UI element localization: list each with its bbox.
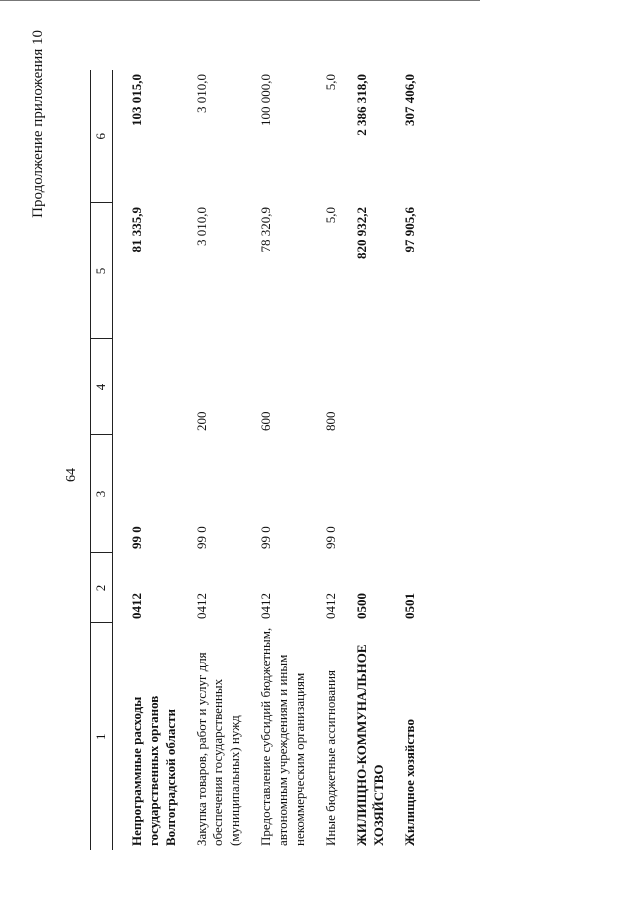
table-row <box>194 70 259 850</box>
row-name: Закупка товаров, работ и услуг для обеспечения государственных (муниципальных) нужд <box>193 652 243 846</box>
row-code: 0412 <box>193 593 209 619</box>
row-sum6: 103 015,0 <box>128 74 144 126</box>
row-code: 0412 <box>322 593 338 619</box>
header-cell: 4 <box>91 339 113 435</box>
page-number: 64 <box>64 468 79 482</box>
row-name: Иные бюджетные ассигнования <box>322 669 338 846</box>
row-sum6: 100 000,0 <box>258 74 274 126</box>
row-expense-type <box>112 339 193 435</box>
header-cell: 2 <box>91 553 113 623</box>
row-target <box>354 435 402 553</box>
row-target: 99 0 <box>258 526 274 549</box>
header-cell: 6 <box>91 70 113 203</box>
header-cell: 3 <box>91 435 113 553</box>
row-name: Жилищное хозяйство <box>401 719 417 846</box>
row-name: Предоставление субсидий бюджетным, автономным учреждениям и иным некоммерческим организациям <box>258 627 308 846</box>
continuation-note: Продолжение приложения 10 <box>30 30 46 218</box>
header-cell: 5 <box>91 203 113 339</box>
table-row <box>258 70 323 850</box>
row-target <box>402 435 433 553</box>
row-expense-type: 800 <box>322 411 338 431</box>
row-sum5: 97 905,6 <box>401 207 417 253</box>
row-expense-type: 200 <box>193 411 209 431</box>
row-expense-type <box>354 339 402 435</box>
row-code: 0501 <box>401 593 417 619</box>
row-sum6: 5,0 <box>322 74 338 91</box>
row-target: 99 0 <box>193 526 209 549</box>
row-code: 0412 <box>128 593 144 619</box>
budget-table <box>90 70 432 850</box>
table-row <box>402 70 433 850</box>
row-code: 0500 <box>353 593 369 619</box>
row-sum6: 307 406,0 <box>401 74 417 126</box>
header-cell: 1 <box>91 623 113 850</box>
row-target: 99 0 <box>128 526 144 549</box>
table-row <box>323 70 354 850</box>
row-sum5: 5,0 <box>322 207 338 224</box>
row-expense-type <box>402 339 433 435</box>
header-row <box>91 70 113 850</box>
row-target: 99 0 <box>322 526 338 549</box>
row-name: Непрограммные расходы государственных органов Волгоградской области <box>128 695 178 846</box>
row-name: ЖИЛИЩНО-КОММУНАЛЬНОЕ ХОЗЯЙСТВО <box>353 644 386 846</box>
table-row <box>112 70 193 850</box>
row-sum6: 2 386 318,0 <box>353 74 369 136</box>
row-expense-type: 600 <box>258 411 274 431</box>
row-code: 0412 <box>258 593 274 619</box>
row-sum6: 3 010,0 <box>193 74 209 113</box>
table-row <box>354 70 402 850</box>
row-sum5: 78 320,9 <box>258 207 274 253</box>
row-sum5: 81 335,9 <box>128 207 144 253</box>
row-sum5: 820 932,2 <box>353 207 369 259</box>
row-sum5: 3 010,0 <box>193 207 209 246</box>
